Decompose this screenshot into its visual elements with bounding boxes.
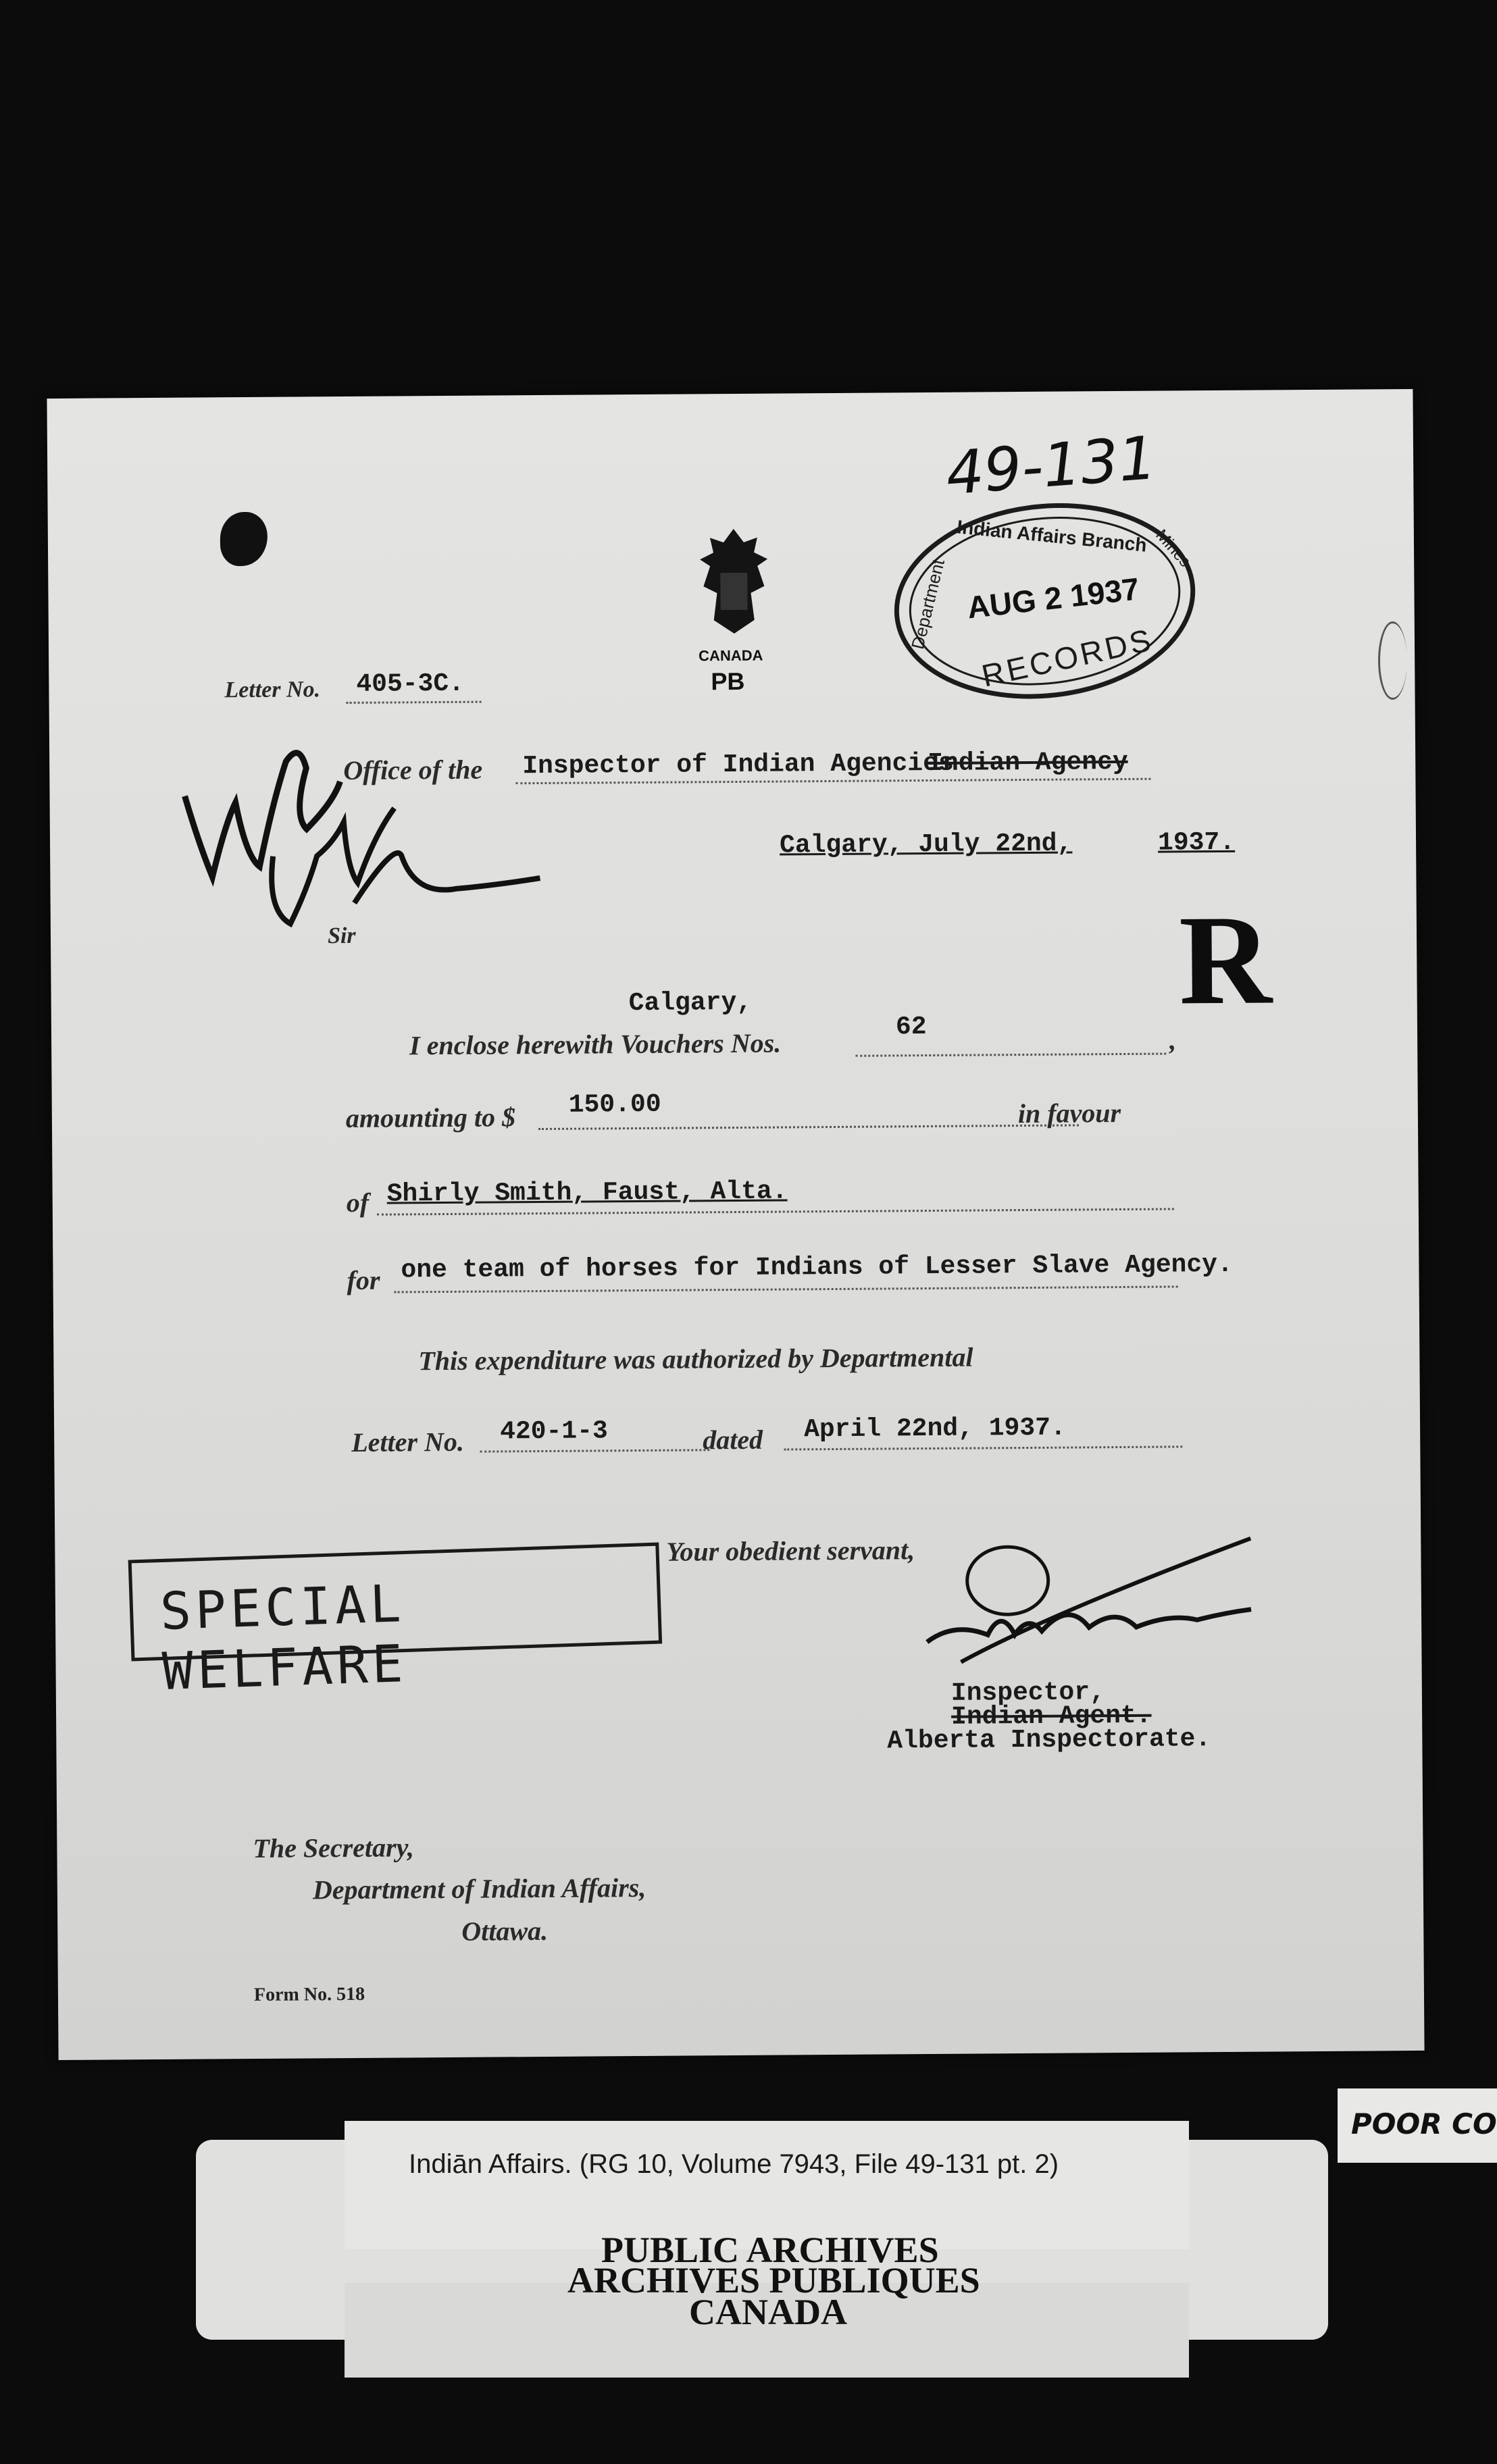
typed-city: Calgary,	[628, 987, 753, 1019]
salutation: Sir	[327, 923, 356, 949]
poor-copy-note	[1338, 2088, 1497, 2163]
stamp-right-text: Mines	[1152, 525, 1194, 571]
addressee-line-1: The Secretary,	[253, 1832, 415, 1864]
canada-label: CANADA	[699, 646, 763, 665]
addressee-line-2: Department of Indian Affairs,	[312, 1872, 646, 1905]
in-favour-label: in favour	[1017, 1098, 1121, 1129]
inspector-signature	[913, 1532, 1265, 1690]
for-label: for	[347, 1264, 380, 1296]
payee-underline	[377, 1208, 1174, 1215]
amount-value: 150.00	[568, 1089, 661, 1120]
form-number: Form No. 518	[253, 1983, 365, 2006]
dated-label: dated	[703, 1424, 763, 1456]
handwritten-initials-signature	[171, 719, 551, 945]
letter-document	[47, 389, 1424, 2060]
voucher-underline	[855, 1053, 1166, 1057]
dated-value: April 22nd, 1937.	[803, 1413, 1066, 1445]
office-struck-text: Indian Agency	[928, 747, 1128, 778]
of-label: of	[346, 1187, 370, 1218]
stamp-records-text: RECORDS	[978, 621, 1157, 694]
enclose-comma: ,	[1169, 1025, 1177, 1056]
pb-initials: PB	[711, 667, 745, 696]
archive-reference: Indiān Affairs. (RG 10, Volume 7943, File 49-131 pt. 2)	[409, 2149, 1059, 2179]
purpose-underline	[395, 1285, 1178, 1293]
auth-letter-underline	[480, 1449, 709, 1452]
stamp-date: AUG 2 1937	[965, 571, 1141, 625]
amount-label: amounting to $	[345, 1102, 516, 1134]
addressee-line-3: Ottawa.	[461, 1915, 549, 1947]
letter-no-label: Letter No.	[224, 677, 321, 703]
dated-underline	[784, 1445, 1182, 1450]
voucher-number: 62	[895, 1012, 927, 1042]
stamp-left-text: Department	[907, 557, 949, 651]
stamp-top-text: Indian Affairs Branch	[956, 516, 1148, 556]
inspector-title: Inspector,	[950, 1678, 1106, 1708]
archive-title-3: CANADA	[689, 2292, 847, 2332]
inspectorate-line: Alberta Inspectorate.	[887, 1724, 1211, 1756]
office-label: Office of the	[343, 754, 483, 786]
poor-copy-text: POOR CO	[1351, 2107, 1497, 2140]
date-year: 1937.	[1157, 827, 1236, 858]
date-line: Calgary, July 22nd,	[779, 829, 1073, 861]
special-welfare-stamp	[128, 1543, 663, 1701]
amount-underline	[538, 1124, 1079, 1130]
coat-of-arms-icon	[690, 525, 778, 641]
big-r-stamp: R	[1178, 889, 1273, 1032]
letter-no-value: 405-3C.	[356, 669, 465, 699]
indian-agent-struck: Indian Agent.	[950, 1701, 1152, 1732]
auth-letter-value: 420-1-3	[499, 1416, 608, 1447]
enclose-label: I enclose herewith Vouchers Nos.	[409, 1027, 782, 1061]
archive-title-1: PUBLIC ARCHIVES	[601, 2230, 939, 2270]
records-date-stamp	[879, 483, 1211, 719]
purpose-value: one team of horses for Indians of Lesser Slave Agency.	[401, 1250, 1233, 1285]
closing-line: Your obedient servant,	[666, 1535, 915, 1567]
archive-title-2: ARCHIVES PUBLIQUES	[567, 2260, 980, 2301]
authorization-text: This expenditure was authorized by Departmental	[418, 1341, 973, 1377]
letter-no-underline	[347, 701, 482, 704]
special-welfare-text: SPECIAL WELFARE	[159, 1573, 408, 1701]
auth-letter-label: Letter No.	[351, 1426, 465, 1458]
paper-edge-mark	[1378, 621, 1407, 700]
payee-value: Shirly Smith, Faust, Alta.	[386, 1177, 788, 1209]
office-value: Inspector of Indian Agencies	[522, 748, 954, 781]
ink-blot	[220, 512, 268, 566]
file-reference-handwritten: 49-131	[943, 422, 1159, 509]
